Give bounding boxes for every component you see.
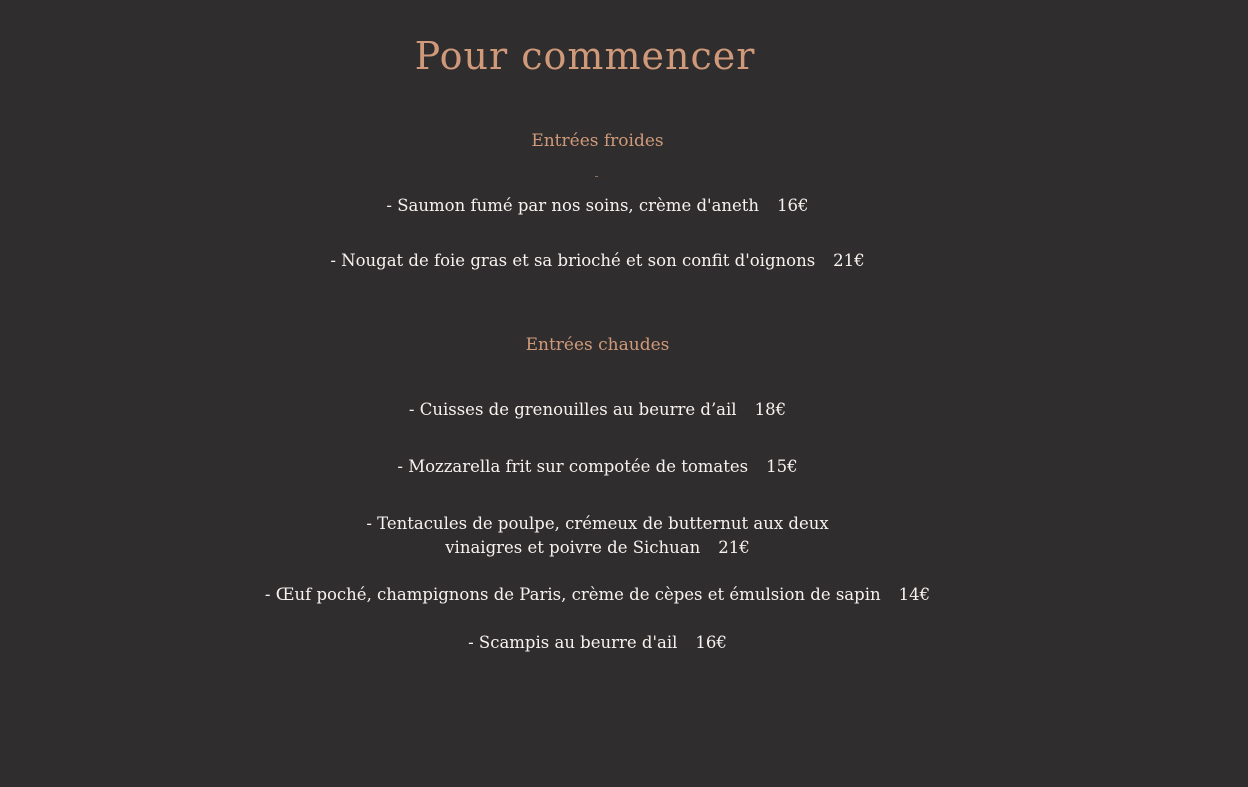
menu-item-mozzarella [0,455,1195,479]
menu-item-name: - Nougat de foie gras et sa brioché et son confit d'oignons [330,251,816,270]
menu-item-grenouilles [0,398,1195,422]
menu-item-oeuf-poche [0,583,1195,607]
menu-item-saumon [0,194,1195,218]
divider-dot [595,176,598,177]
menu-item-name-line1: - Tentacules de poulpe, crémeux de butternut aux deux [366,514,829,533]
menu-item-price: 21€ [718,538,750,557]
menu-item-name: - Scampis au beurre d'ail [468,633,678,652]
menu-item-price: 16€ [695,633,727,652]
menu-item-foie-gras [0,249,1195,273]
menu-item-poulpe [0,512,1195,560]
menu-item-name: - Mozzarella frit sur compotée de tomates [397,457,749,476]
section-heading-entrees-froides: Entrées froides [531,131,664,151]
menu-item-price: 21€ [833,251,865,270]
menu-item-name: - Saumon fumé par nos soins, crème d'aneth [386,196,760,215]
menu-item-name-line2: vinaigres et poivre de Sichuan [445,538,701,557]
menu-item-name: - Œuf poché, champignons de Paris, crème de cèpes et émulsion de sapin [264,585,881,604]
menu-item-name: - Cuisses de grenouilles au beurre d’ail [408,400,737,419]
page-title: Pour commencer [414,34,756,78]
menu-item-scampis [0,631,1195,655]
menu-item-price: 15€ [766,457,798,476]
menu-item-price: 14€ [898,585,931,604]
menu-item-price: 18€ [754,400,787,419]
section-heading-entrees-chaudes: Entrées chaudes [525,335,670,355]
menu-item-price: 16€ [777,196,809,215]
